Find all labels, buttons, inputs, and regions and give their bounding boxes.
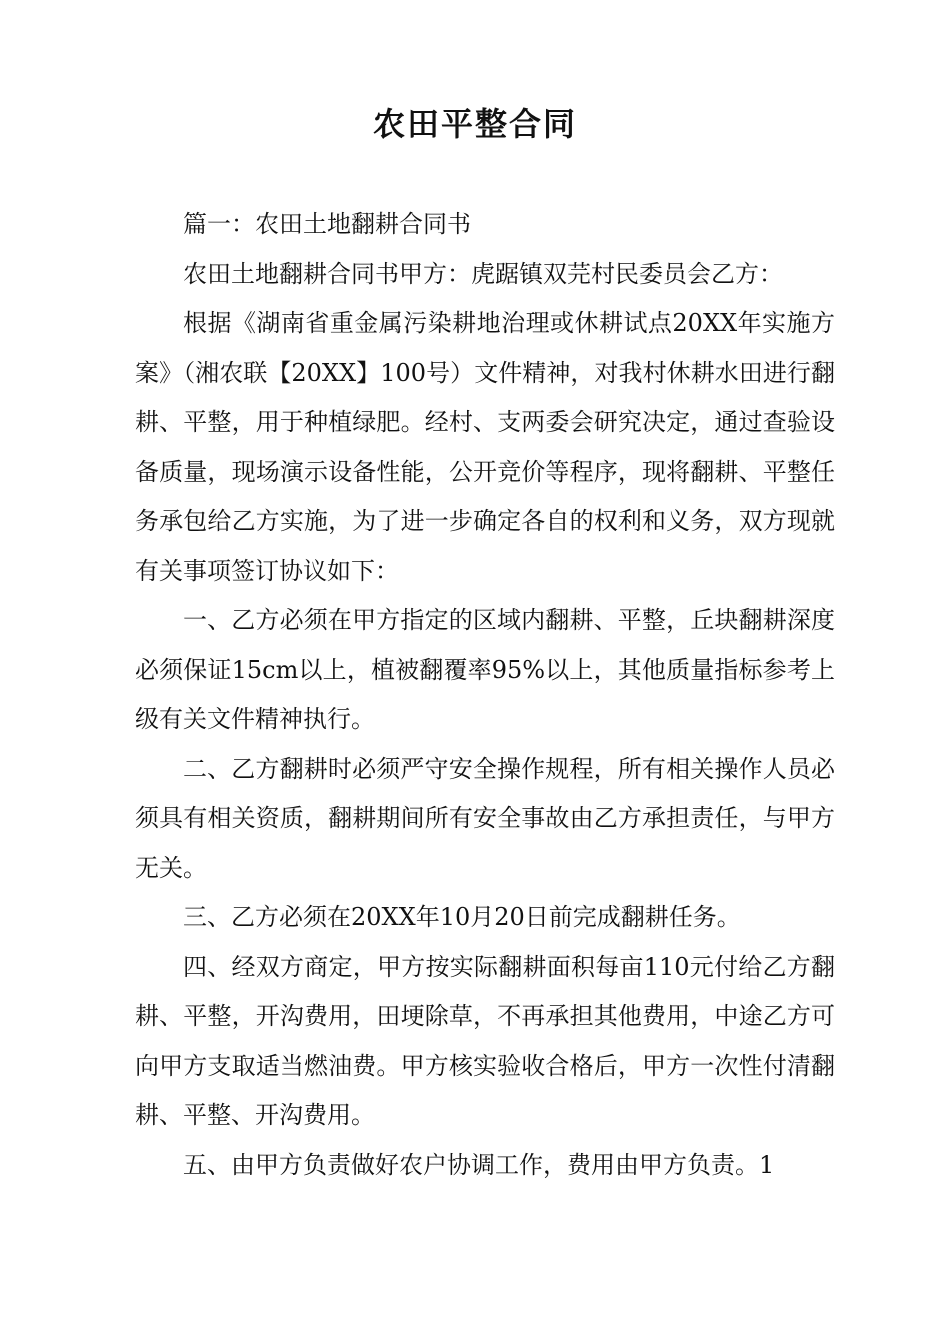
section-heading: 篇一：农田土地翻耕合同书 (183, 210, 471, 238)
clause-5: 五、由甲方负责做好农户协调工作，费用由甲方负责。1 (183, 1150, 775, 1179)
clause-3: 三、乙方必须在20XX年10月20日前完成翻耕任务。 (183, 903, 741, 931)
document-title: 农田平整合同 (372, 105, 577, 143)
paragraph-parties: 农田土地翻耕合同书甲方：虎踞镇双芫村民委员会乙方： (183, 259, 783, 288)
document-body (135, 200, 835, 1190)
clause-2: 二、乙方翻耕时必须严守安全操作规程，所有相关操作人员必须具有相关资质，翻耕期间所有安全事故由乙方承担责任，与甲方无关。 (135, 754, 835, 882)
clause-1: 一、乙方必须在甲方指定的区域内翻耕、平整，丘块翻耕深度必须保证15cm以上，植被翻覆率95%以上，其他质量指标参考上级有关文件精神执行。 (135, 606, 835, 733)
clause-4: 四、经双方商定，甲方按实际翻耕面积每亩110元付给乙方翻耕、平整，开沟费用，田埂除草，不再承担其他费用，中途乙方可向甲方支取适当燃油费。甲方核实验收合格后，甲方一次性付清翻耕、平整、开沟费用。 (135, 952, 835, 1129)
paragraph-preamble: 根据《湖南省重金属污染耕地治理或休耕试点20XX年实施方案》（湘农联【20XX】100号）文件精神，对我村休耕水田进行翻耕、平整，用于种植绿肥。经村、支两委会研究决定，通过查验设备质量，现场演示设备性能，公开竞价等程序，现将翻耕、平整任务承包给乙方实施，为了进一步确定各自的权利和义务，双方现就有关事项签订协议如下： (135, 309, 835, 585)
